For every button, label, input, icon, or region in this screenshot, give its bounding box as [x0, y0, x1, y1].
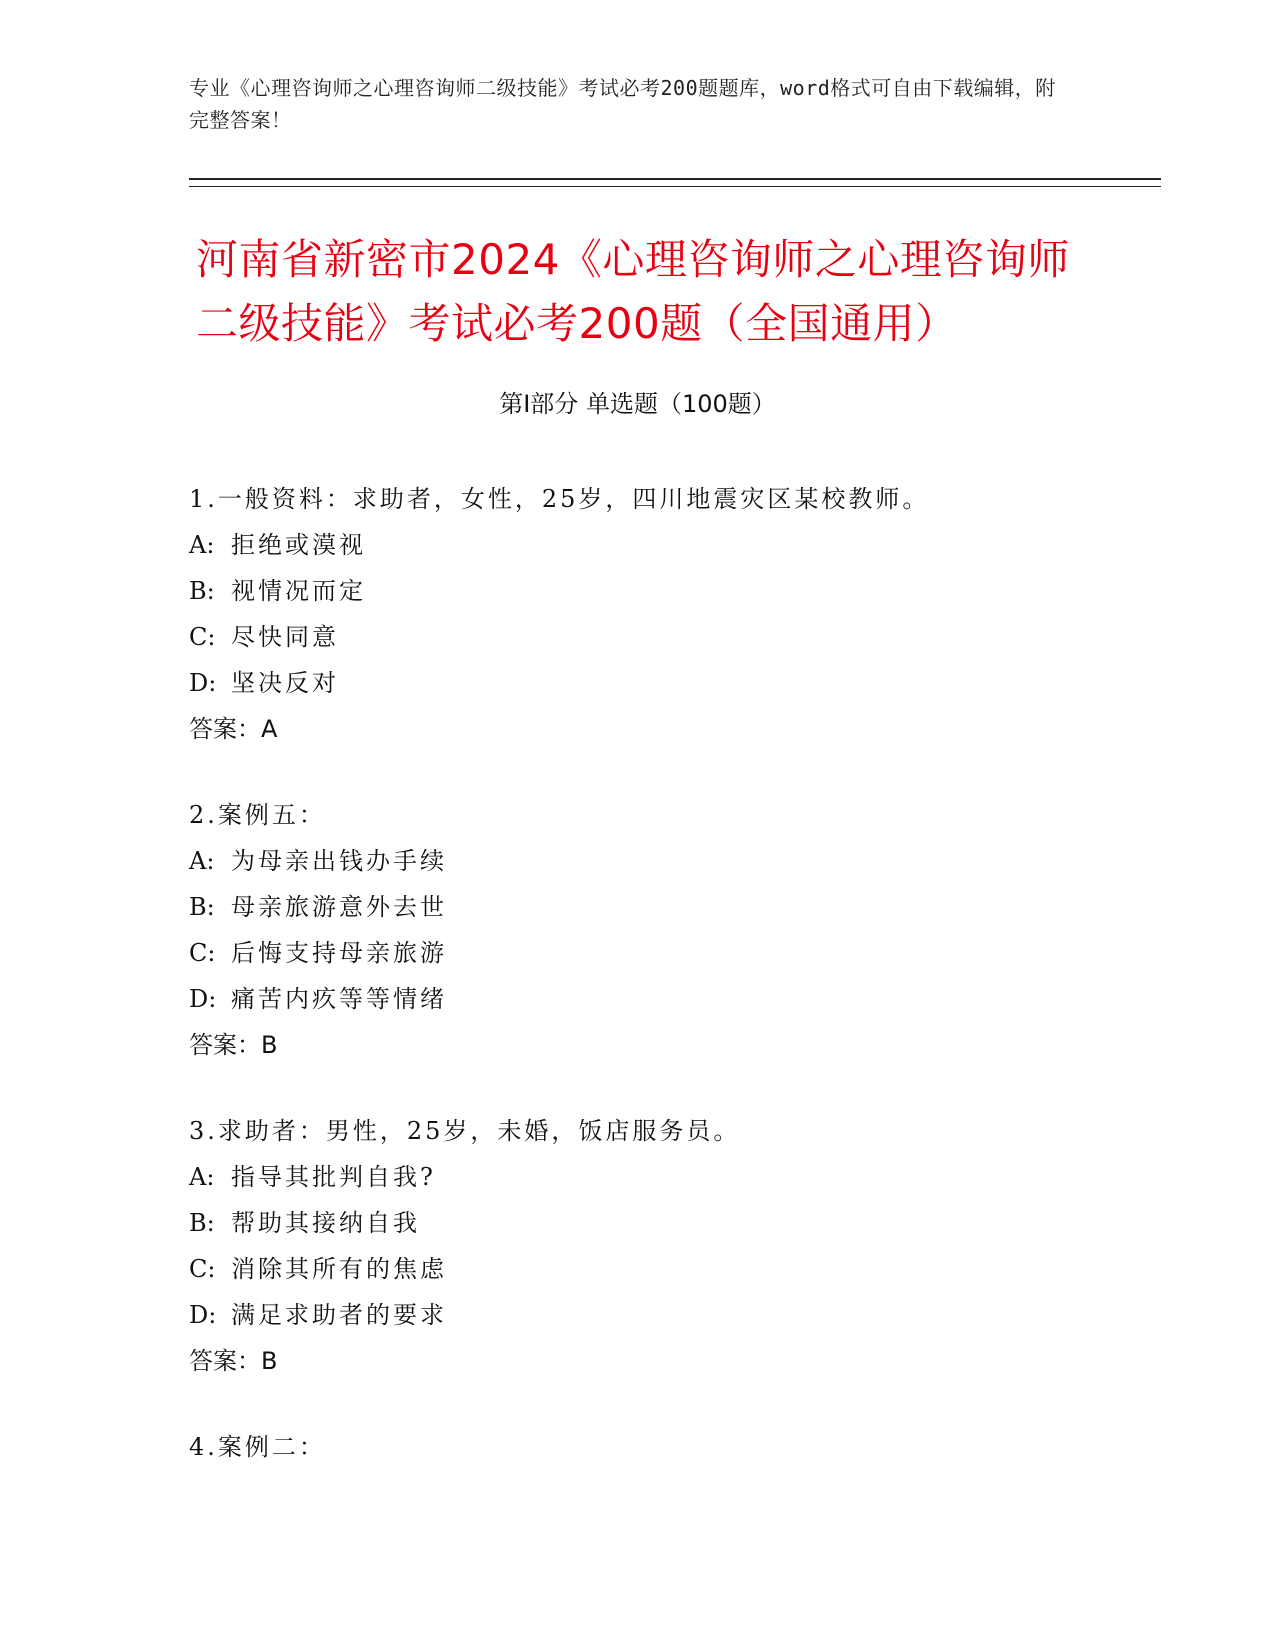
option-text: 坚决反对 — [231, 669, 339, 697]
question-stem: 1.一般资料：求助者，女性，25岁，四川地震灾区某校教师。 — [189, 485, 930, 513]
question-list — [189, 476, 1149, 1510]
option-a — [189, 838, 1149, 884]
option-text: 满足求助者的要求 — [231, 1301, 447, 1329]
header-note: 专业《心理咨询师之心理咨询师二级技能》考试必考200题题库，word格式可自由下载编辑，附完整答案！ — [189, 76, 1056, 132]
option-text: 视情况而定 — [231, 577, 366, 605]
option-key: B: — [189, 577, 215, 605]
option-d — [189, 976, 1149, 1022]
question-3 — [189, 1108, 1149, 1384]
answer-text: 答案：A — [189, 715, 278, 743]
answer-text: 答案：B — [189, 1347, 278, 1375]
option-key: C: — [189, 1255, 216, 1283]
question-stem: 2.案例五： — [189, 801, 326, 829]
option-key: C: — [189, 939, 216, 967]
option-text: 为母亲出钱办手续 — [231, 847, 447, 875]
header-divider-thin — [189, 186, 1161, 187]
header-divider-thick — [189, 178, 1161, 180]
question-stem: 4.案例二： — [189, 1433, 326, 1461]
option-key: A: — [189, 847, 215, 875]
question-4 — [189, 1424, 1149, 1470]
option-text: 拒绝或漠视 — [231, 531, 366, 559]
question-2 — [189, 792, 1149, 1068]
option-key: C: — [189, 623, 216, 651]
option-text: 痛苦内疚等等情绪 — [231, 985, 447, 1013]
option-key: D: — [189, 985, 217, 1013]
option-key: A: — [189, 1163, 215, 1191]
option-text: 消除其所有的焦虑 — [231, 1255, 447, 1283]
option-d — [189, 1292, 1149, 1338]
question-1 — [189, 476, 1149, 752]
option-d — [189, 660, 1149, 706]
option-text: 母亲旅游意外去世 — [231, 893, 447, 921]
document-title: 河南省新密市2024《心理咨询师之心理咨询师二级技能》考试必考200题（全国通用） — [196, 235, 1070, 348]
option-text: 尽快同意 — [231, 623, 339, 651]
option-b — [189, 1200, 1149, 1246]
option-a — [189, 1154, 1149, 1200]
option-c — [189, 614, 1149, 660]
option-text: 后悔支持母亲旅游 — [231, 939, 447, 967]
option-key: B: — [189, 1209, 215, 1237]
option-b — [189, 568, 1149, 614]
section-title: 第Ⅰ部分 单选题（100题） — [499, 390, 776, 418]
option-c — [189, 1246, 1149, 1292]
option-c — [189, 930, 1149, 976]
option-a — [189, 522, 1149, 568]
option-key: B: — [189, 893, 215, 921]
question-stem: 3.求助者：男性，25岁，未婚，饭店服务员。 — [189, 1117, 741, 1145]
option-key: A: — [189, 531, 215, 559]
answer-text: 答案：B — [189, 1031, 278, 1059]
option-text: 指导其批判自我? — [231, 1163, 436, 1191]
option-key: D: — [189, 669, 217, 697]
option-key: D: — [189, 1301, 217, 1329]
option-text: 帮助其接纳自我 — [231, 1209, 420, 1237]
option-b — [189, 884, 1149, 930]
